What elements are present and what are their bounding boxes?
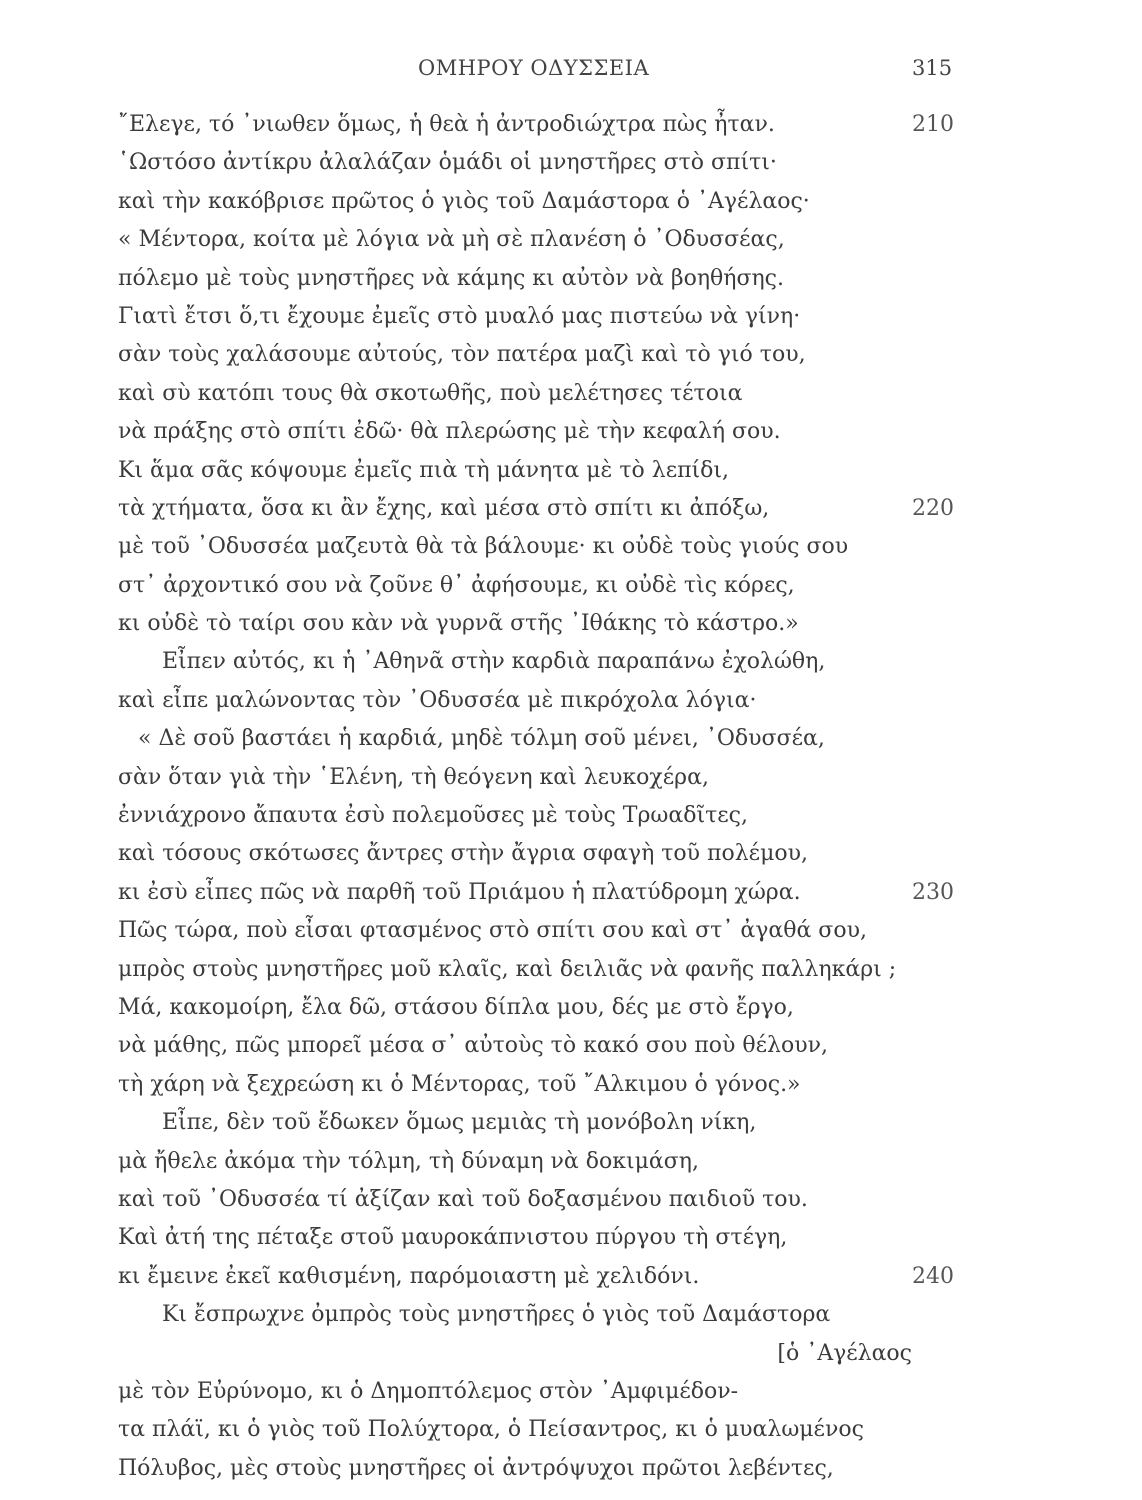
verse-text: τὴ χάρη νὰ ξεχρεώση κι ὁ Μέντορας, τοῦ ῎Αλκιμου ὁ γόνος.» [118,1071,801,1097]
verse-text: « Δὲ σοῦ βαστάει ἡ καρδιά, μηδὲ τόλμη σοῦ μένει, ᾽Οδυσσέα, [138,726,825,752]
verse-text: Γιατὶ ἔτσι ὅ,τι ἔχουμε ἐμεῖς στὸ μυαλό μας πιστεύω νὰ γίνη· [118,303,801,329]
verse-text: Πόλυβος, μὲς στοὺς μνηστῆρες οἱ ἀντρόψυχοι πρῶτοι λεβέντες, [118,1455,834,1481]
verse-text: Πῶς τώρα, ποὺ εἶσαι φτασμένος στὸ σπίτι σου καὶ στ᾽ ἀγαθά σου, [118,918,867,944]
verse-line [118,682,1058,720]
verse-text: καὶ εἶπε μαλώνοντας τὸν ᾽Οδυσσέα μὲ πικρόχολα λόγια· [118,687,757,713]
verse-line [118,528,1058,566]
page-number: 315 [912,56,953,80]
verse-text: νὰ μάθης, πῶς μπορεῖ μέσα σ᾽ αὐτοὺς τὸ κακό σου ποὺ θέλουν, [118,1033,828,1059]
verse-line [118,106,1058,144]
running-head [0,56,1142,84]
verse-text: Εἶπε, δὲν τοῦ ἔδωκεν ὅμως μεμιὰς τὴ μονόβολη νίκη, [162,1110,757,1136]
verse-text: καὶ σὺ κατόπι τους θὰ σκοτωθῆς, ποὺ μελέτησες τέτοια [118,380,743,406]
verse-text: ῎Ελεγε, τό ᾽νιωθεν ὅμως, ἡ θεὰ ἡ ἀντροδιώχτρα πὼς ἦταν. [118,112,775,137]
verse-line [118,605,1058,643]
verse-text: ῾Ωστόσο ἀντίκρυ ἀλαλάζαν ὁμάδι οἱ μνηστῆρες στὸ σπίτι· [118,150,777,176]
running-title: ΟΜΗΡΟΥ ΟΔΥΣΣΕΙΑ [418,56,650,80]
verse-text: Καὶ ἀτή της πέταξε στοῦ μαυροκάπνιστου πύργου τὴ στέγη, [118,1225,788,1251]
verse-block [118,106,1058,1488]
verse-line [118,452,1058,490]
verse-line [118,1450,1058,1488]
verse-text: καὶ τοῦ ᾽Οδυσσέα τί ἀξίζαν καὶ τοῦ δοξασμένου παιδιοῦ του. [118,1186,808,1212]
verse-line [118,912,1058,950]
line-number: 220 [912,495,954,521]
verse-line [118,1219,1058,1257]
verse-line [118,375,1058,413]
verse-line [118,797,1058,835]
verse-text: σὰν τοὺς χαλάσουμε αὐτούς, τὸν πατέρα μαζὶ καὶ τὸ γιό του, [118,342,806,368]
verse-line [118,835,1058,873]
verse-line [118,1296,1058,1334]
verse-text: Εἶπεν αὐτός, κι ἡ ᾽Αθηνᾶ στὴν καρδιὰ παραπάνω ἐχολώθη, [162,649,826,675]
verse-line [118,490,1058,528]
verse-text: « Μέντορα, κοίτα μὲ λόγια νὰ μὴ σὲ πλανέση ὁ ᾽Οδυσσέας, [118,227,785,253]
verse-line [118,1027,1058,1065]
verse-line [118,298,1058,336]
verse-line [118,951,1058,989]
verse-line [118,720,1058,758]
verse-text: κι ἔμεινε ἐκεῖ καθισμένη, παρόμοιαστη μὲ χελιδόνι. [118,1263,700,1289]
verse-line [118,759,1058,797]
verse-text: τὰ χτήματα, ὅσα κι ἂν ἔχης, καὶ μέσα στὸ σπίτι κι ἀπόξω, [118,495,770,521]
verse-line [118,1411,1058,1449]
verse-line [118,1181,1058,1219]
verse-text: Κι ἔσπρωχνε ὀμπρὸς τοὺς μνηστῆρες ὁ γιὸς τοῦ Δαμάστορα [162,1302,831,1328]
verse-text: μὰ ἤθελε ἀκόμα τὴν τόλμη, τὴ δύναμη νὰ δοκιμάση, [118,1148,699,1174]
verse-line [118,413,1058,451]
verse-text: στ᾽ ἀρχοντικό σου νὰ ζοῦνε θ᾽ ἀφήσουμε, κι οὐδὲ τὶς κόρες, [118,572,795,598]
verse-line [118,1258,1058,1296]
verse-text: καὶ τόσους σκότωσες ἄντρες στὴν ἄγρια σφαγὴ τοῦ πολέμου, [118,841,808,867]
line-number: 210 [912,112,954,137]
verse-line [118,1104,1058,1142]
verse-text: νὰ πράξης στὸ σπίτι ἐδῶ· θὰ πλερώσης μὲ τὴν κεφαλή σου. [118,419,781,445]
verse-text: [ὁ ᾽Αγέλαος [777,1340,912,1366]
verse-line [118,336,1058,374]
verse-line [118,183,1058,221]
verse-line [118,874,1058,912]
verse-text: ἐννιάχρονο ἄπαυτα ἐσὺ πολεμοῦσες μὲ τοὺς Τρωαδῖτες, [118,803,748,829]
verse-line [118,1373,1058,1411]
verse-text: κι οὐδὲ τὸ ταίρι σου κὰν νὰ γυρνᾶ στῆς ᾽Ιθάκης τὸ κάστρο.» [118,611,799,637]
line-number: 230 [912,879,954,905]
verse-line [118,1143,1058,1181]
verse-text: πόλεμο μὲ τοὺς μνηστῆρες νὰ κάμης κι αὐτὸν νὰ βοηθήσης. [118,265,784,291]
verse-text: κι ἐσὺ εἶπες πῶς νὰ παρθῆ τοῦ Πριάμου ἡ πλατύδρομη χώρα. [118,879,801,905]
verse-text: Κι ἅμα σᾶς κόψουμε ἐμεῖς πιὰ τὴ μάνητα μὲ τὸ λεπίδι, [118,457,730,483]
verse-line [118,1335,1058,1373]
verse-line [118,567,1058,605]
verse-text: Μά, κακομοίρη, ἔλα δῶ, στάσου δίπλα μου, δές με στὸ ἔργο, [118,994,794,1020]
verse-text: σὰν ὅταν γιὰ τὴν ῾Ελένη, τὴ θεόγενη καὶ λευκοχέρα, [118,764,709,790]
verse-line [118,260,1058,298]
verse-text: τα πλάϊ, κι ὁ γιὸς τοῦ Πολύχτορα, ὁ Πείσαντρος, κι ὁ μυαλωμένος [118,1417,864,1443]
verse-line [118,989,1058,1027]
verse-text: μὲ τοῦ ᾽Οδυσσέα μαζευτὰ θὰ τὰ βάλουμε· κι οὐδὲ τοὺς γιούς σου [118,534,849,560]
line-number: 240 [912,1263,954,1289]
verse-line [118,643,1058,681]
verse-line [118,1066,1058,1104]
verse-line [118,144,1058,182]
verse-text: μπρὸς στοὺς μνηστῆρες μοῦ κλαῖς, καὶ δειλιᾶς νὰ φανῆς παλληκάρι ; [118,956,897,982]
verse-text: μὲ τὸν Εὐρύνομο, κι ὁ Δημοπτόλεμος στὸν ᾽Αμφιμέδον- [118,1378,739,1404]
verse-text: καὶ τὴν κακόβρισε πρῶτος ὁ γιὸς τοῦ Δαμάστορα ὁ ᾽Αγέλαος· [118,188,810,214]
verse-line [118,221,1058,259]
